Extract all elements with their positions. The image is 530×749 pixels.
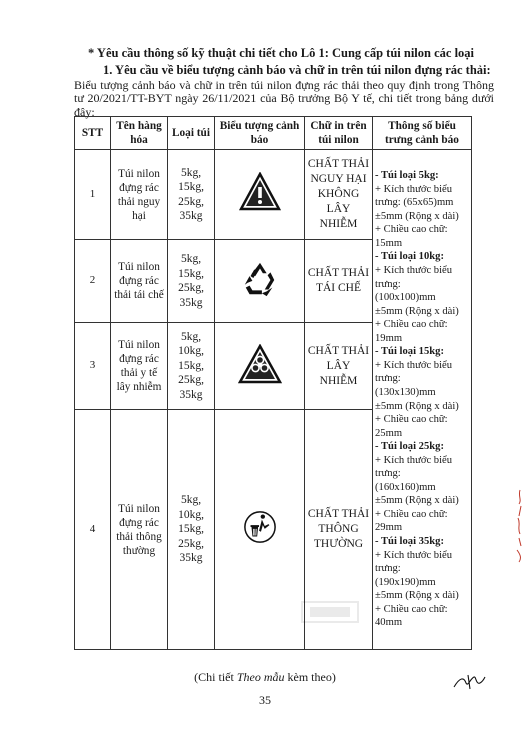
spec-line: trưng: bbox=[375, 468, 401, 480]
row-name: Túi nilon đựng rác thải y tế lây nhiễm bbox=[111, 323, 168, 410]
spec-line: (130x130)mm bbox=[375, 386, 436, 398]
spec-line: ±5mm (Rộng x dài) bbox=[375, 400, 459, 412]
signature-mark bbox=[452, 673, 486, 691]
row-sizes: 5kg, 10kg, 15kg, 25kg, 35kg bbox=[168, 410, 215, 650]
col-header-stt: STT bbox=[75, 117, 111, 150]
spec-title: - Túi loại 25kg: bbox=[375, 441, 444, 453]
spec-line: + Chiều cao chữ: bbox=[375, 603, 448, 615]
intro-paragraph: Biểu tượng cảnh báo và chữ in trên túi nilon đựng rác thải theo quy định trong Thông tư 20/2021/TT-BYT ngày 26/11/2021 của Bộ trưởng Bộ Y tế, chi tiết trong bảng dưới đây: bbox=[74, 78, 494, 119]
spec-title: - Túi loại 15kg: bbox=[375, 346, 444, 358]
table-header-row bbox=[75, 117, 472, 150]
row-sizes: 5kg, 10kg, 15kg, 25kg, 35kg bbox=[168, 323, 215, 410]
row-icon-cell bbox=[215, 150, 305, 240]
row-icon-cell bbox=[215, 323, 305, 410]
row-print: CHẤT THẢI LÂY NHIỄM bbox=[305, 323, 373, 410]
row-sizes: 5kg, 15kg, 25kg, 35kg bbox=[168, 150, 215, 240]
spec-line: + Kích thước biểu bbox=[375, 265, 453, 277]
biohazard-icon bbox=[238, 344, 282, 389]
spec-line: ±5mm (Rộng x dài) bbox=[375, 210, 459, 222]
spec-title: - Túi loại 5kg: bbox=[375, 170, 439, 182]
spec-line: (160x160)mm bbox=[375, 481, 436, 493]
spec-line: 15mm bbox=[375, 237, 403, 249]
row-name: Túi nilon đựng rác thải thông thường bbox=[111, 410, 168, 650]
spec-line: + Chiều cao chữ: bbox=[375, 508, 448, 520]
col-header-print: Chữ in trên túi nilon bbox=[305, 117, 373, 150]
spec-line: trưng: bbox=[375, 278, 401, 290]
row-print: CHẤT THẢI TÁI CHẾ bbox=[305, 240, 373, 323]
margin-initials bbox=[514, 488, 526, 564]
spec-line: trưng: (65x65)mm bbox=[375, 197, 454, 209]
spec-line: + Kích thước biểu bbox=[375, 549, 453, 561]
footer-italic: Theo mẫu bbox=[236, 670, 285, 684]
spec-line: trưng: bbox=[375, 563, 401, 575]
spec-line: ±5mm (Rộng x dài) bbox=[375, 495, 459, 507]
spec-line: + Chiều cao chữ: bbox=[375, 414, 448, 426]
footer-note: (Chi tiết Theo mẫu kèm theo) bbox=[194, 670, 336, 684]
row-name: Túi nilon đựng rác thải tái chế bbox=[111, 240, 168, 323]
col-header-specs: Thông số biểu trưng cảnh báo bbox=[373, 117, 472, 150]
hazard-triangle-icon bbox=[239, 172, 281, 217]
spec-table bbox=[74, 116, 472, 650]
spec-line: trưng: bbox=[375, 373, 401, 385]
row-stt: 2 bbox=[75, 240, 111, 323]
row-stt: 3 bbox=[75, 323, 111, 410]
row-sizes: 5kg, 15kg, 25kg, 35kg bbox=[168, 240, 215, 323]
trash-bin-icon bbox=[243, 510, 277, 549]
row-stt: 1 bbox=[75, 150, 111, 240]
row-stt: 4 bbox=[75, 410, 111, 650]
spec-line: ±5mm (Rộng x dài) bbox=[375, 590, 459, 602]
spec-line: (190x190)mm bbox=[375, 576, 436, 588]
row-print: CHẤT THẢI NGUY HẠI KHÔNG LÂY NHIỄM bbox=[305, 150, 373, 240]
row-icon-cell bbox=[215, 410, 305, 650]
row-icon-cell bbox=[215, 240, 305, 323]
col-header-icon: Biểu tượng cảnh báo bbox=[215, 117, 305, 150]
spec-line: (100x100)mm bbox=[375, 292, 436, 304]
section-heading: * Yêu cầu thông số kỹ thuật chi tiết cho Lô 1: Cung cấp túi nilon các loại bbox=[88, 46, 475, 60]
spec-line: + Kích thước biểu bbox=[375, 359, 453, 371]
subsection-heading: 1. Yêu cầu về biểu tượng cảnh báo và chữ in trên túi nilon đựng rác thải: bbox=[103, 63, 491, 77]
spec-line: 29mm bbox=[375, 522, 403, 534]
spec-line: + Chiều cao chữ: bbox=[375, 224, 448, 236]
col-header-type: Loại túi bbox=[168, 117, 215, 150]
spec-title: - Túi loại 35kg: bbox=[375, 535, 444, 547]
spec-line: 40mm bbox=[375, 617, 403, 629]
row-print: CHẤT THẢI THÔNG THƯỜNG bbox=[305, 410, 373, 650]
col-header-name: Tên hàng hóa bbox=[111, 117, 168, 150]
spec-line: 25mm bbox=[375, 427, 403, 439]
recycle-icon bbox=[241, 260, 279, 303]
specs-cell bbox=[373, 150, 472, 650]
page-number: 35 bbox=[259, 693, 271, 707]
spec-line: + Kích thước biểu bbox=[375, 454, 453, 466]
faint-stamp-watermark bbox=[300, 598, 360, 626]
spec-line: + Chiều cao chữ: bbox=[375, 319, 448, 331]
spec-line: ±5mm (Rộng x dài) bbox=[375, 305, 459, 317]
spec-line: 19mm bbox=[375, 332, 403, 344]
table-row bbox=[75, 150, 472, 240]
spec-title: - Túi loại 10kg: bbox=[375, 251, 444, 263]
spec-line: + Kích thước biểu bbox=[375, 183, 453, 195]
row-name: Túi nilon đựng rác thải nguy hại bbox=[111, 150, 168, 240]
